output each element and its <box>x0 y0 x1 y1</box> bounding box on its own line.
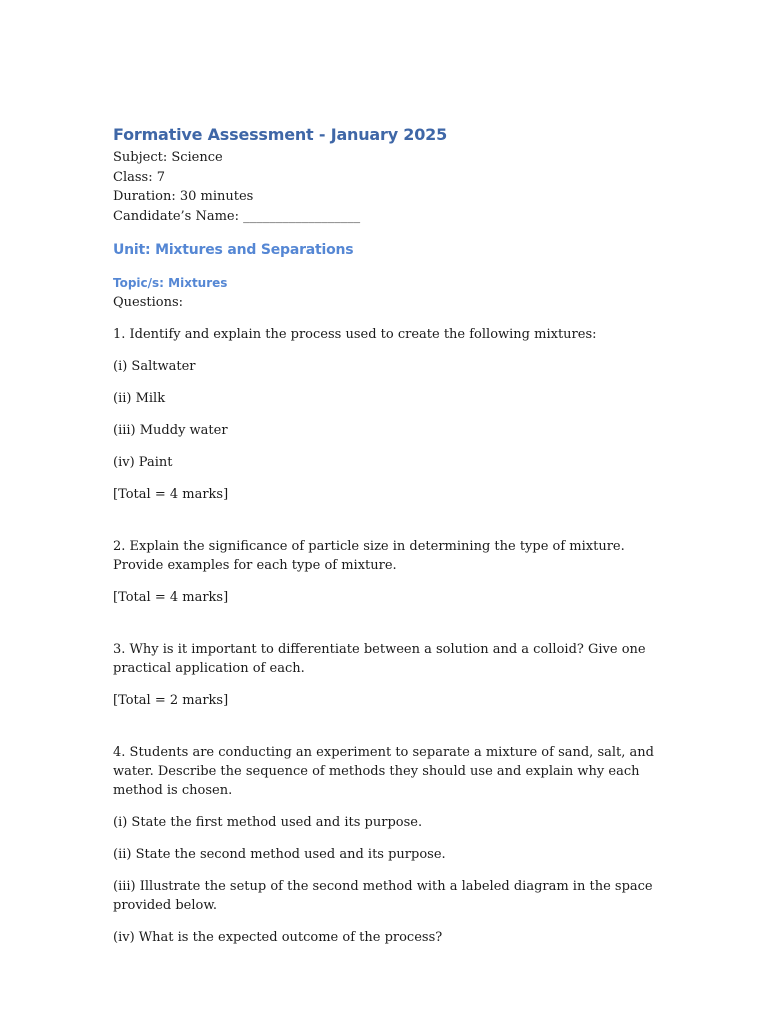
document-body <box>113 124 658 947</box>
question-1-part-iv: (iv) Paint <box>113 455 173 470</box>
unit-heading: Unit: Mixtures and Separations <box>113 242 354 258</box>
topic-heading: Topic/s: Mixtures <box>113 276 228 290</box>
candidate-name-line: Candidate’s Name: __________________ <box>113 208 361 224</box>
question-3-total: [Total = 2 marks] <box>113 693 229 708</box>
question-4-text: 4. Students are conducting an experiment to separate a mixture of sand, salt, and water. Describe the sequence of methods they should use and explain why each method is chosen. <box>113 745 654 798</box>
question-1-part-iii: (iii) Muddy water <box>113 423 228 438</box>
assessment-meta <box>113 148 658 226</box>
question-1-total: [Total = 4 marks] <box>113 487 229 502</box>
question-4-part-ii: (ii) State the second method used and its purpose. <box>113 847 446 862</box>
question-2-total: [Total = 4 marks] <box>113 590 229 605</box>
document-title: Formative Assessment - January 2025 <box>113 125 448 144</box>
question-3-text: 3. Why is it important to differentiate between a solution and a colloid? Give one practical application of each. <box>113 642 646 676</box>
class-line: Class: 7 <box>113 169 165 185</box>
question-1-text: 1. Identify and explain the process used to create the following mixtures: <box>113 327 597 342</box>
subject-line: Subject: Science <box>113 150 223 165</box>
question-4-part-iv: (iv) What is the expected outcome of the process? <box>113 930 443 945</box>
question-4-part-iii: (iii) Illustrate the setup of the second method with a labeled diagram in the space provided below. <box>113 879 653 913</box>
question-1-part-ii: (ii) Milk <box>113 391 166 406</box>
question-2-text: 2. Explain the significance of particle size in determining the type of mixture. Provide examples for each type of mixture. <box>113 539 625 573</box>
question-1-part-i: (i) Saltwater <box>113 359 196 374</box>
questions-label: Questions: <box>113 295 184 310</box>
question-4-part-i: (i) State the first method used and its purpose. <box>113 815 423 830</box>
duration-line: Duration: 30 minutes <box>113 189 254 204</box>
